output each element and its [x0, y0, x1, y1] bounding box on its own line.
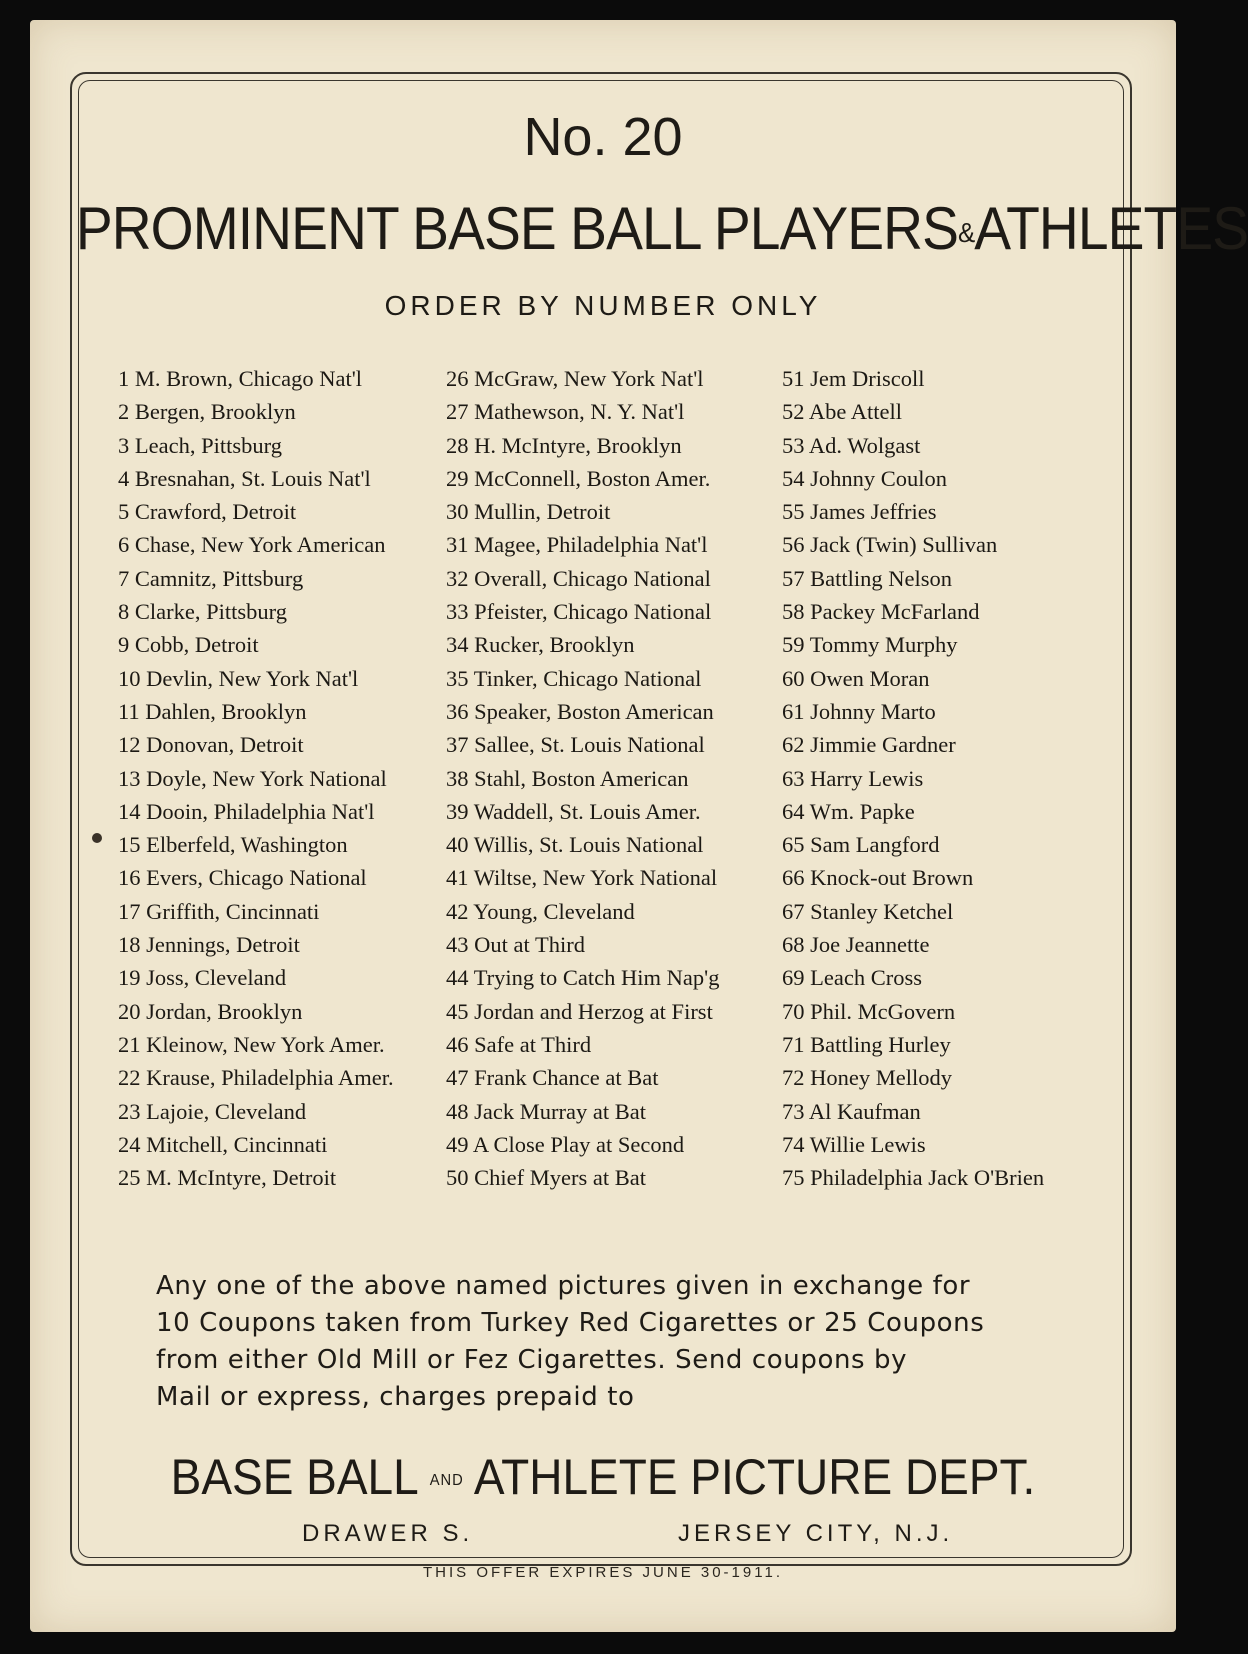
list-item: 13 Doyle, New York National — [118, 765, 387, 791]
list-item: 51 Jem Driscoll — [782, 366, 925, 391]
list-item: 46 Safe at Third — [446, 1031, 592, 1057]
list-item: 30 Mullin, Detroit — [446, 499, 611, 525]
list-item: 55 James Jeffries — [782, 499, 937, 525]
list-item: 19 Joss, Cleveland — [118, 965, 287, 991]
list-item: 31 Magee, Philadelphia Nat'l — [446, 532, 708, 558]
list-item: 32 Overall, Chicago National — [446, 565, 711, 591]
address-city: JERSEY CITY, N.J. — [678, 1520, 954, 1547]
list-item: 54 Johnny Coulon — [782, 465, 948, 491]
list-item: 68 Joe Jeannette — [782, 932, 930, 958]
list-item: 15 Elberfeld, Washington — [118, 832, 348, 858]
list-item: 4 Bresnahan, St. Louis Nat'l — [118, 465, 371, 491]
list-item: 16 Evers, Chicago National — [118, 865, 367, 891]
list-item: 70 Phil. McGovern — [782, 998, 956, 1024]
list-item: 71 Battling Hurley — [782, 1031, 951, 1057]
list-item: 33 Pfeister, Chicago National — [446, 599, 712, 625]
list-item: 17 Griffith, Cincinnati — [118, 898, 320, 924]
player-list-column-2 — [446, 362, 719, 1194]
list-item: 18 Jennings, Detroit — [118, 932, 300, 958]
list-item: 10 Devlin, New York Nat'l — [118, 665, 359, 691]
list-item: 44 Trying to Catch Him Nap'g — [446, 965, 720, 991]
dept-and: AND — [429, 1471, 464, 1489]
list-item: 23 Lajoie, Cleveland — [118, 1098, 307, 1124]
list-item: 52 Abe Attell — [782, 399, 902, 425]
list-item: 29 McConnell, Boston Amer. — [446, 465, 711, 491]
offer-line: from either Old Mill or Fez Cigarettes. Send coupons by — [156, 1345, 908, 1375]
list-item: 9 Cobb, Detroit — [118, 632, 259, 658]
list-item: 58 Packey McFarland — [782, 599, 980, 625]
department-name — [76, 1448, 1130, 1506]
list-item: 65 Sam Langford — [782, 832, 940, 858]
list-item: 72 Honey Mellody — [782, 1065, 952, 1091]
list-item: 69 Leach Cross — [782, 965, 922, 991]
list-item: 75 Philadelphia Jack O'Brien — [782, 1165, 1045, 1191]
list-item: 21 Kleinow, New York Amer. — [118, 1031, 385, 1057]
list-item: 43 Out at Third — [446, 932, 585, 958]
list-item: 1 M. Brown, Chicago Nat'l — [118, 366, 363, 391]
list-item: 45 Jordan and Herzog at First — [446, 998, 713, 1024]
list-item: 12 Donovan, Detroit — [118, 732, 304, 758]
player-list-column-1 — [118, 362, 394, 1194]
list-item: 41 Wiltse, New York National — [446, 865, 718, 891]
title-part2: ATHLETES — [974, 195, 1248, 262]
expiry-notice: THIS OFFER EXPIRES JUNE 30-1911. — [423, 1564, 783, 1581]
offer-line: Mail or express, charges prepaid to — [156, 1382, 635, 1412]
list-item: 7 Camnitz, Pittsburg — [118, 565, 304, 591]
list-item: 47 Frank Chance at Bat — [446, 1065, 659, 1091]
list-item: 73 Al Kaufman — [782, 1098, 921, 1124]
list-item: 24 Mitchell, Cincinnati — [118, 1131, 328, 1157]
list-item: 67 Stanley Ketchel — [782, 898, 954, 924]
list-item: 60 Owen Moran — [782, 665, 930, 691]
list-item: 3 Leach, Pittsburg — [118, 432, 282, 458]
title-part1: PROMINENT BASE BALL PLAYERS — [75, 195, 959, 262]
page-title — [75, 194, 1248, 263]
list-item: 62 Jimmie Gardner — [782, 732, 956, 758]
list-item: 28 H. McIntyre, Brooklyn — [446, 432, 682, 458]
offer-line: 10 Coupons taken from Turkey Red Cigarettes or 25 Coupons — [156, 1308, 985, 1338]
list-item: 6 Chase, New York American — [118, 532, 386, 558]
list-item: 11 Dahlen, Brooklyn — [118, 698, 307, 724]
title-ampersand: & — [958, 217, 975, 249]
order-instruction: ORDER BY NUMBER ONLY — [384, 290, 822, 321]
list-item: 61 Johnny Marto — [782, 698, 936, 724]
list-item: 25 M. McIntyre, Detroit — [118, 1165, 337, 1191]
list-item: 20 Jordan, Brooklyn — [118, 998, 303, 1024]
offer-paragraph — [156, 1268, 1116, 1416]
list-item: 38 Stahl, Boston American — [446, 765, 689, 791]
list-item: 63 Harry Lewis — [782, 765, 924, 791]
list-item: 40 Willis, St. Louis National — [446, 832, 704, 858]
offer-line: Any one of the above named pictures given in exchange for — [156, 1271, 971, 1301]
list-item: 22 Krause, Philadelphia Amer. — [118, 1065, 394, 1091]
list-item: 66 Knock-out Brown — [782, 865, 974, 891]
list-item: 2 Bergen, Brooklyn — [118, 399, 296, 425]
list-item: 35 Tinker, Chicago National — [446, 665, 702, 691]
list-item: 36 Speaker, Boston American — [446, 698, 714, 724]
list-item: 34 Rucker, Brooklyn — [446, 632, 635, 658]
list-item: 14 Dooin, Philadelphia Nat'l — [118, 798, 375, 824]
address-drawer: DRAWER S. — [302, 1520, 474, 1547]
list-item: 37 Sallee, St. Louis National — [446, 732, 705, 758]
list-item: 53 Ad. Wolgast — [782, 432, 921, 458]
list-item: 42 Young, Cleveland — [446, 898, 635, 924]
list-item: 8 Clarke, Pittsburg — [118, 599, 287, 625]
list-item: 59 Tommy Murphy — [782, 632, 958, 658]
dept-part2: ATHLETE PICTURE DEPT. — [473, 1449, 1036, 1505]
card-back — [30, 20, 1248, 1632]
list-item: 57 Battling Nelson — [782, 565, 952, 591]
series-number: No. 20 — [523, 107, 683, 167]
list-item: 74 Willie Lewis — [782, 1131, 926, 1157]
list-item: 48 Jack Murray at Bat — [446, 1098, 646, 1124]
list-item: 26 McGraw, New York Nat'l — [446, 366, 704, 391]
list-item: 39 Waddell, St. Louis Amer. — [446, 798, 701, 824]
list-item: 56 Jack (Twin) Sullivan — [782, 532, 998, 558]
dept-part1: BASE BALL — [170, 1449, 417, 1505]
list-item: 5 Crawford, Detroit — [118, 499, 297, 525]
player-list-column-3 — [782, 362, 1044, 1194]
list-item: 64 Wm. Papke — [782, 798, 915, 824]
list-item: 27 Mathewson, N. Y. Nat'l — [446, 399, 685, 425]
list-item: 49 A Close Play at Second — [446, 1131, 685, 1157]
list-item: 50 Chief Myers at Bat — [446, 1165, 646, 1191]
